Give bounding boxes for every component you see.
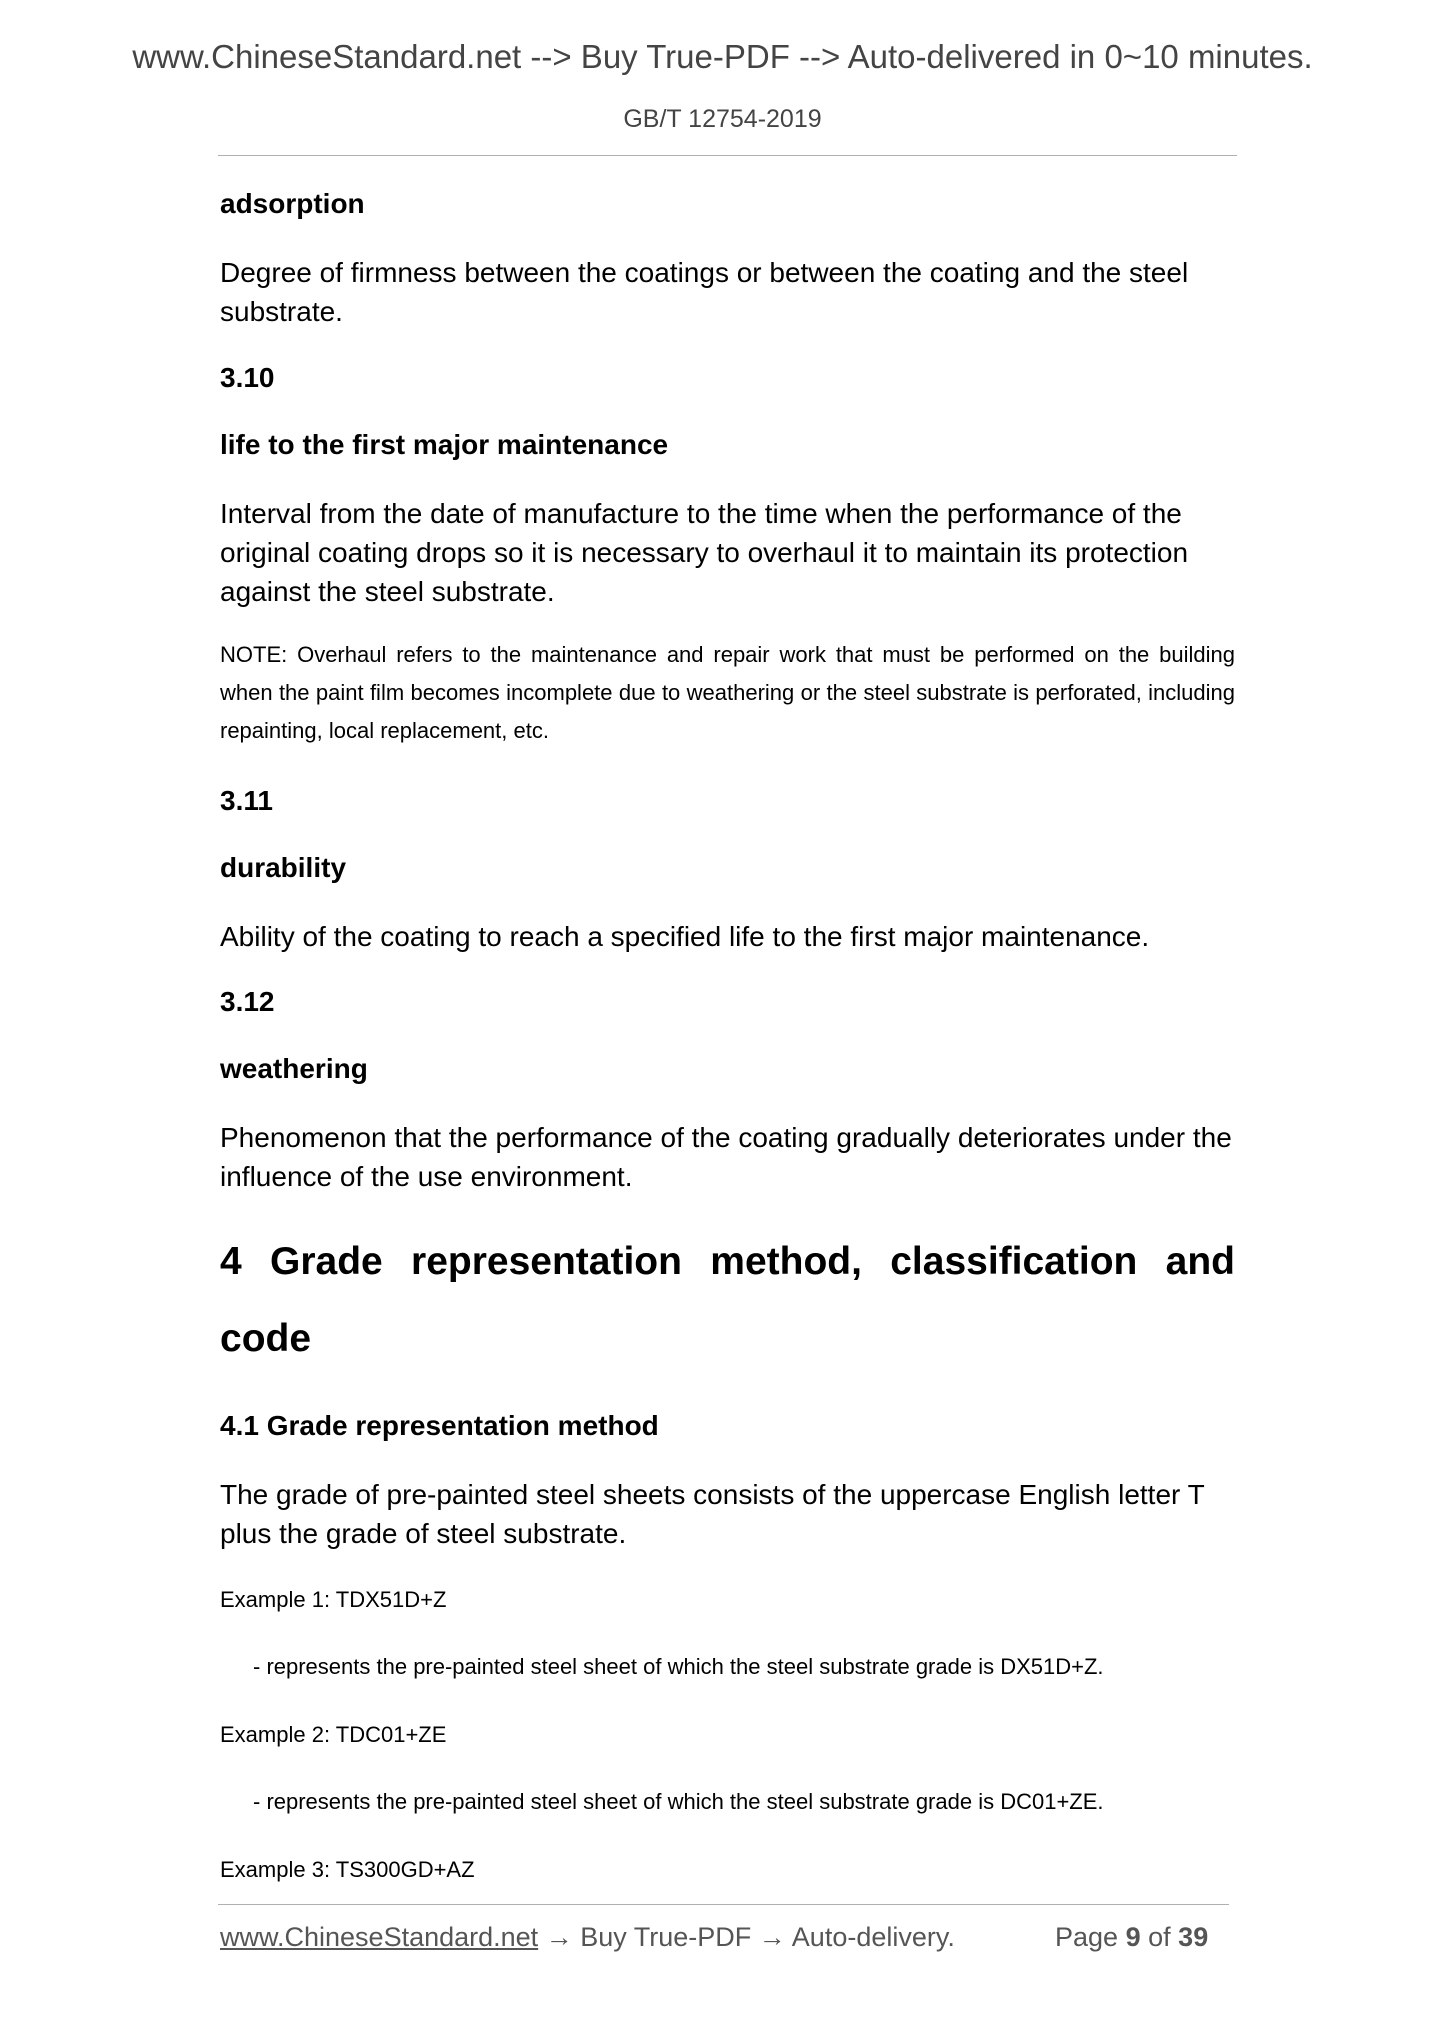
example-2-description: - represents the pre-painted steel sheet of which the steel substrate grade is DC01+ZE. <box>253 1789 1104 1814</box>
clause-number-3-10: 3.10 <box>220 362 275 393</box>
definition-durability: Ability of the coating to reach a specified life to the first major maintenance. <box>220 921 1150 952</box>
page-word: Page <box>1055 1922 1119 1952</box>
term-life-to-first-major-maintenance: life to the first major maintenance <box>220 429 669 460</box>
standard-code: GB/T 12754-2019 <box>623 105 822 133</box>
section-4-1-heading: 4.1 Grade representation method <box>220 1410 659 1441</box>
example-2-label: Example 2: TDC01+ZE <box>220 1722 447 1747</box>
term-durability: durability <box>220 852 347 883</box>
definition-life-to-first-major-maintenance: Interval from the date of manufacture to the time when the performance of the original coating drops so it is necessary to overhaul it to maintain its protection against the steel substrate. <box>220 498 1189 607</box>
definition-adsorption: Degree of firmness between the coatings or between the coating and the steel substrate. <box>220 257 1189 327</box>
example-1-label: Example 1: TDX51D+Z <box>220 1587 447 1612</box>
total-pages-number: 39 <box>1178 1922 1209 1952</box>
example-3-label: Example 3: TS300GD+AZ <box>220 1857 475 1882</box>
footer-buy-text: Buy True-PDF <box>580 1922 752 1952</box>
note-overhaul: NOTE: Overhaul refers to the maintenance and repair work that must be performed on the building when the paint film becomes incomplete due to weathering or the steel substrate is perforated, including repainting, local replacement, etc. <box>220 642 1235 743</box>
arrow-right-icon: → <box>758 1922 786 1952</box>
example-1-description: - represents the pre-painted steel sheet of which the steel substrate grade is DX51D+Z. <box>253 1654 1104 1679</box>
clause-number-3-11: 3.11 <box>220 785 273 816</box>
term-weathering: weathering <box>220 1053 368 1084</box>
page-indicator <box>1055 1922 1208 1953</box>
definition-weathering: Phenomenon that the performance of the coating gradually deteriorates under the influence of the use environment. <box>220 1122 1232 1192</box>
of-word: of <box>1148 1922 1171 1952</box>
arrow-right-icon: → <box>545 1922 573 1952</box>
current-page-number: 9 <box>1125 1922 1141 1952</box>
section-4-heading: 4 Grade representation method, classification and code <box>220 1240 1235 1360</box>
header-banner: www.ChineseStandard.net --> Buy True-PDF --> Auto-delivered in 0~10 minutes. <box>132 38 1313 75</box>
footer-left <box>220 1922 955 1953</box>
footer-site-link[interactable]: www.ChineseStandard.net <box>220 1922 539 1952</box>
term-adsorption: adsorption <box>220 188 365 219</box>
section-4-1-paragraph: The grade of pre-painted steel sheets consists of the uppercase English letter T plus the grade of steel substrate. <box>220 1479 1205 1549</box>
header-divider <box>218 155 1237 156</box>
clause-number-3-12: 3.12 <box>220 986 275 1017</box>
footer-divider <box>218 1904 1229 1905</box>
footer-auto-text: Auto-delivery. <box>791 1922 955 1952</box>
